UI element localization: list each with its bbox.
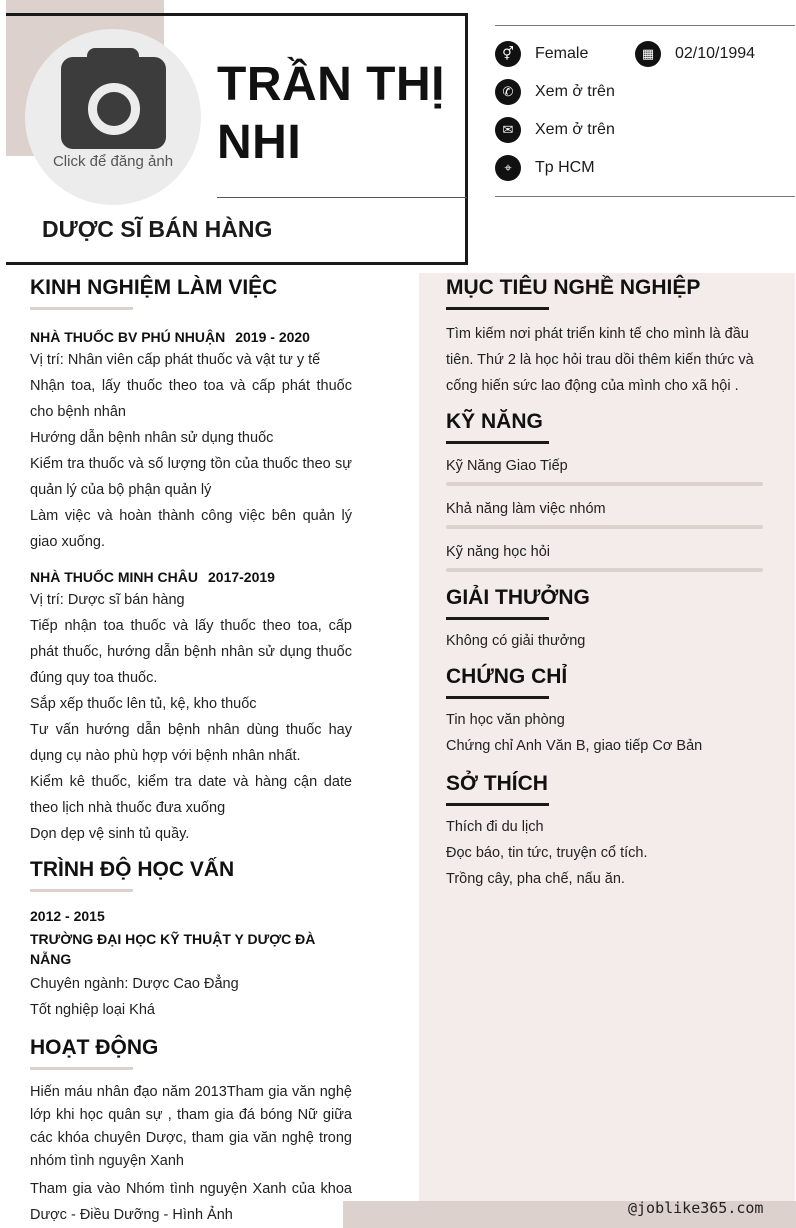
skill-item [446, 542, 776, 572]
education-line: Tốt nghiệp loại Khá [30, 1002, 155, 1018]
certificate-line: Tin học văn phòng [446, 712, 565, 728]
job-line: Vị trí: Nhân viên cấp phát thuốc và vật tư y tế [30, 352, 321, 368]
job-heading [30, 567, 352, 587]
activity-line: Hiến máu nhân đạo năm 2013Tham gia văn nghệ lớp khi học quân sự , tham gia đá bóng Nữ giữa các khóa chuyên Dược, tham gia văn nghệ trong nhóm tình nguyện Xanh [30, 1084, 352, 1169]
location-icon: ⌖ [495, 155, 521, 181]
gender-icon: ⚥ [495, 41, 521, 67]
candidate-name [217, 56, 462, 172]
section-underline [446, 307, 549, 310]
name-divider [217, 197, 467, 198]
job-title: DƯỢC SĨ BÁN HÀNG [42, 216, 273, 242]
job-line: Nhận toa, lấy thuốc theo toa và cấp phát thuốc cho bệnh nhân [30, 378, 352, 420]
phone-icon: ✆ [495, 79, 521, 105]
section-underline [446, 617, 549, 620]
skill-label: Kỹ Năng Giao Tiếp [446, 458, 568, 474]
award-line: Không có giải thưởng [446, 633, 586, 649]
contact-divider-top [495, 25, 795, 26]
job-line: Sắp xếp thuốc lên tủ, kệ, kho thuốc [30, 696, 257, 712]
education-section [30, 857, 352, 1023]
job-line: Làm việc và hoàn thành công việc bên quản lý giao xuống. [30, 508, 352, 550]
camera-lens-icon [88, 83, 140, 135]
skill-bar [446, 525, 763, 529]
section-title: CHỨNG CHỈ [446, 665, 568, 688]
section-title: MỤC TIÊU NGHỀ NGHIỆP [446, 276, 701, 299]
section-title: GIẢI THƯỞNG [446, 586, 590, 609]
photo-upload-caption[interactable]: Click để đăng ảnh [52, 153, 174, 170]
certificates-section [446, 664, 776, 759]
awards-section [446, 585, 776, 654]
objective-section [446, 275, 776, 399]
education-line: Chuyên ngành: Dược Cao Đẳng [30, 976, 239, 992]
hobby-line: Trồng cây, pha chế, nấu ăn. [446, 871, 625, 887]
section-underline [446, 803, 549, 806]
contact-phone: Xem ở trên [535, 83, 615, 100]
skill-item [446, 499, 776, 529]
skills-section [446, 409, 776, 572]
section-title: HOẠT ĐỘNG [30, 1036, 159, 1059]
job-years: 2019 - 2020 [235, 329, 310, 345]
left-column [30, 275, 352, 1228]
section-title: KINH NGHIỆM LÀM VIỆC [30, 276, 278, 299]
section-underline [446, 696, 549, 699]
mail-icon: ✉ [495, 117, 521, 143]
name-line-2: NHI [217, 116, 302, 169]
hobby-line: Đọc báo, tin tức, truyện cổ tích. [446, 845, 648, 861]
skill-bar [446, 568, 763, 572]
skill-label: Kỹ năng học hỏi [446, 544, 550, 560]
section-underline [30, 1067, 133, 1070]
activity-line: Tham gia vào Nhóm tình nguyện Xanh của khoa Dược - Điều Dưỡng - Hình Ảnh [30, 1181, 352, 1223]
job-line: Kiểm kê thuốc, kiểm tra date và hàng cận date theo lịch nhà thuốc đưa xuống [30, 774, 352, 816]
section-underline [446, 441, 549, 444]
job-heading [30, 327, 352, 347]
job-line: Vị trí: Dược sĩ bán hàng [30, 592, 185, 608]
footer-watermark: @joblike365.com [628, 1199, 764, 1217]
activities-section [30, 1035, 352, 1228]
education-years: 2012 - 2015 [30, 908, 105, 924]
job-line: Tiếp nhận toa thuốc và lấy thuốc theo toa, cấp phát thuốc, hướng dẫn bệnh nhân sử dụng thuốc đúng quy toa thuốc. [30, 618, 352, 686]
objective-text: Tìm kiếm nơi phát triển kinh tế cho mình là đầu tiên. Thứ 2 là học hỏi trau dồi thêm kiến thức và cống hiến sức lao động của mình cho xã hội . [446, 326, 754, 394]
hobby-line: Thích đi du lịch [446, 819, 544, 835]
experience-section [30, 275, 352, 847]
right-column [446, 275, 776, 892]
company-name: NHÀ THUỐC MINH CHÂU [30, 569, 198, 585]
section-underline [30, 307, 133, 310]
job-line: Kiểm tra thuốc và số lượng tồn của thuốc theo sự quản lý của bộ phận quản lý [30, 456, 352, 498]
certificate-line: Chứng chỉ Anh Văn B, giao tiếp Cơ Bản [446, 738, 703, 754]
calendar-icon: ▦ [635, 41, 661, 67]
job-line: Hướng dẫn bệnh nhân sử dụng thuốc [30, 430, 274, 446]
contact-email: Xem ở trên [535, 121, 615, 138]
section-title: SỞ THÍCH [446, 772, 548, 795]
skill-label: Khả năng làm việc nhóm [446, 501, 606, 517]
section-underline [30, 889, 133, 892]
contact-address: Tp HCM [535, 159, 595, 176]
section-title: TRÌNH ĐỘ HỌC VẤN [30, 858, 235, 881]
skill-item [446, 456, 776, 486]
contact-gender: Female [535, 45, 589, 62]
hobbies-section [446, 771, 776, 892]
school-name: TRƯỜNG ĐẠI HỌC KỸ THUẬT Y DƯỢC ĐÀ NẴNG [30, 931, 316, 967]
job-line: Dọn dẹp vệ sinh tủ quầy. [30, 826, 190, 842]
job-years: 2017-2019 [208, 569, 275, 585]
job-line: Tư vấn hướng dẫn bệnh nhân dùng thuốc hay dụng cụ nào phù hợp với bệnh nhân nhất. [30, 722, 352, 764]
company-name: NHÀ THUỐC BV PHÚ NHUẬN [30, 329, 226, 345]
contact-birthdate: 02/10/1994 [675, 45, 756, 62]
contact-divider-bottom [495, 196, 795, 197]
name-line-1: TRẦN THỊ [217, 58, 445, 111]
section-title: KỸ NĂNG [446, 410, 543, 433]
skill-bar [446, 482, 763, 486]
